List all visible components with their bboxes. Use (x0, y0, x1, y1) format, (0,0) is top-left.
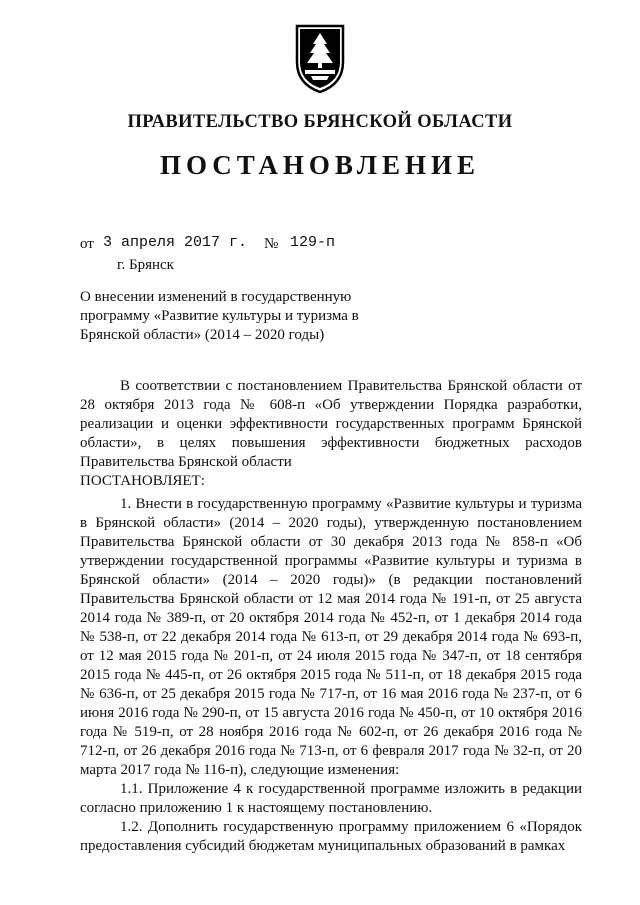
document-date: 3 апреля 2017 г. (103, 234, 248, 251)
clause-1-2: 1.2. Дополнить государственную программу приложением 6 «Порядок предоставления субсидий бюджетам муниципальных образований в рамках (80, 819, 582, 854)
clause-1-1: 1.1. Приложение 4 к государственной программе изложить в редакции согласно приложению 1 к настоящему постановлению. (80, 781, 582, 816)
preamble-paragraph: В соответствии с постановлением Правительства Брянской области от 28 октября 2013 года № 608-п «Об утверждении Порядка разработки, реализации и оценки эффективности государственных программ Брянской области», в целях повышения эффективности бюджетных расходов Правительства Брянской области (80, 378, 582, 470)
coat-of-arms-emblem (291, 22, 349, 94)
authority-title: ПРАВИТЕЛЬСТВО БРЯНСКОЙ ОБЛАСТИ (127, 112, 513, 132)
clauses-block (80, 495, 582, 856)
date-prefix: от (80, 236, 94, 252)
resolves-heading: ПОСТАНОВЛЯЕТ: (80, 473, 205, 489)
city: г. Брянск (117, 257, 174, 273)
document-type-title: ПОСТАНОВЛЕНИЕ (159, 150, 481, 180)
number-label: № (264, 236, 279, 252)
preamble-block (80, 377, 582, 491)
document-number: 129-п (290, 234, 336, 251)
clause-1: 1. Внести в государственную программу «Развитие культуры и туризма в Брянской области» (2014 – 2020 годы), утвержденную постановлением Правительства Брянской области от 30 декабря 2013 года № 858-п «Об утверждении государственной программы «Развитие культуры и туризма в Брянской области» (2014 – 2020 годы)» (в редакции постановлений Правительства Брянской области от 12 мая 2014 года № 191-п, от 25 августа 2014 года № 389-п, от 20 октября 2014 года № 452-п, от 1 декабря 2014 года № 538-п, от 22 декабря 2014 года № 613-п, от 29 декабря 2014 года № 693-п, от 12 мая 2015 года № 201-п, от 24 июля 2015 года № 347-п, от 18 сентября 2015 года № 445-п, от 26 октября 2015 года № 511-п, от 18 декабря 2015 года № 636-п, от 25 декабря 2015 года № 717-п, от 16 мая 2016 года № 237-п, от 6 июня 2016 года № 290-п, от 15 августа 2016 года № 450-п, от 10 октября 2016 года № 519-п, от 28 ноября 2016 года № 602-п, от 26 декабря 2016 года № 712-п, от 26 декабря 2016 года № 713-п, от 6 февраля 2017 года № 32-п, от 20 марта 2017 года № 116-п), следующие изменения: (80, 496, 582, 778)
document-subject: О внесении изменений в государственную программу «Развитие культуры и туризма в Брянской области» (2014 – 2020 годы) (80, 289, 359, 343)
